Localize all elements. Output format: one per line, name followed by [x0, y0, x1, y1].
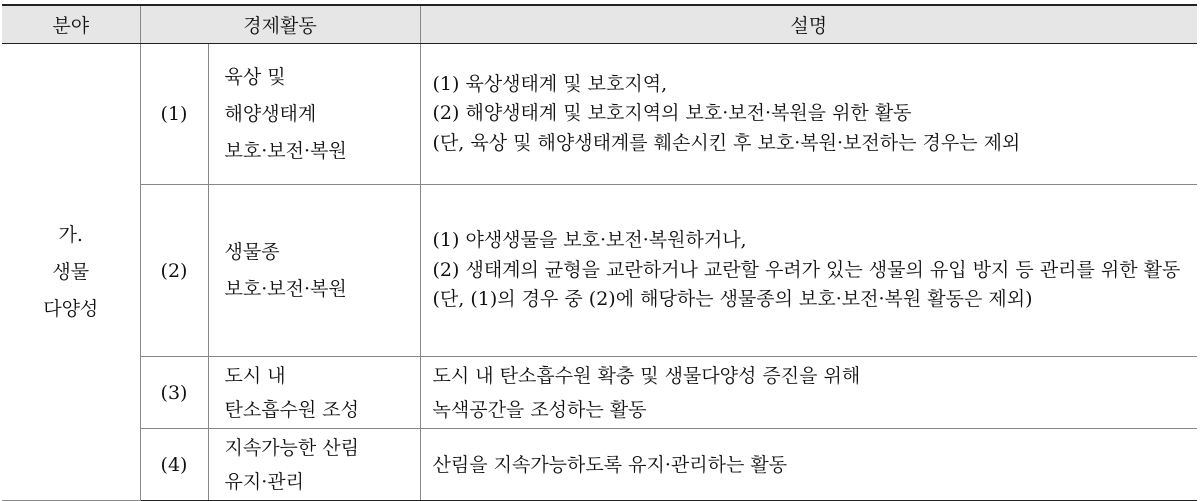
field-line: 다양성 — [43, 297, 99, 320]
row-number: (1) — [140, 44, 208, 185]
row-number: (3) — [140, 357, 208, 429]
table-row — [2, 44, 1197, 185]
description-cell — [420, 185, 1197, 357]
row-number: (4) — [140, 429, 208, 501]
description-line: (단, 육상 및 해양생태계를 훼손시킨 후 보호·복원·보전하는 경우는 제외 — [432, 131, 1021, 154]
description-cell — [420, 429, 1197, 501]
header-description: 설명 — [420, 5, 1197, 44]
activity-line: 지속가능한 산림 — [224, 436, 360, 459]
description-line: 녹색공간을 조성하는 활동 — [432, 398, 647, 421]
description-line: 도시 내 탄소흡수원 확충 및 생물다양성 증진을 위해 — [432, 364, 861, 387]
description-line: (단, (1)의 경우 중 (2)에 해당하는 생물종의 보호·보전·복원 활동은 제외) — [432, 288, 1033, 311]
description-line: (2) 생태계의 균형을 교란하거나 교란할 우려가 있는 생물의 유입 방지 등 관리를 위한 활동 — [432, 258, 1181, 281]
activity-line: 보호·보전·복원 — [224, 139, 347, 162]
field-line: 생물 — [52, 260, 90, 283]
activity-line: 보호·보전·복원 — [224, 277, 347, 300]
table-row — [2, 185, 1197, 357]
header-row — [2, 5, 1197, 44]
activity-line: 생물종 — [224, 240, 280, 263]
description-line: (1) 육상생태계 및 보호지역, — [432, 72, 668, 95]
table-row — [2, 429, 1197, 501]
description-line: 산림을 지속가능하도록 유지·관리하는 활동 — [432, 453, 788, 476]
activity-line: 육상 및 — [224, 65, 286, 88]
biodiversity-table — [2, 4, 1197, 501]
activity-cell — [208, 357, 420, 429]
description-line: (1) 야생생물을 보호·보전·복원하거나, — [432, 229, 747, 252]
activity-line: 탄소흡수원 조성 — [224, 398, 360, 421]
activity-cell — [208, 185, 420, 357]
activity-line: 유지·관리 — [224, 470, 304, 493]
activity-cell — [208, 44, 420, 185]
table-row — [2, 357, 1197, 429]
header-activity: 경제활동 — [140, 5, 420, 44]
description-line: (2) 해양생태계 및 보호지역의 보호·보전·복원을 위한 활동 — [432, 102, 912, 125]
description-cell — [420, 44, 1197, 185]
activity-line: 도시 내 — [224, 364, 286, 387]
field-cell — [2, 44, 140, 501]
activity-cell — [208, 429, 420, 501]
description-cell — [420, 357, 1197, 429]
row-number: (2) — [140, 185, 208, 357]
header-field: 분야 — [2, 5, 140, 44]
field-line: 가. — [58, 223, 83, 246]
activity-line: 해양생태계 — [224, 102, 317, 125]
